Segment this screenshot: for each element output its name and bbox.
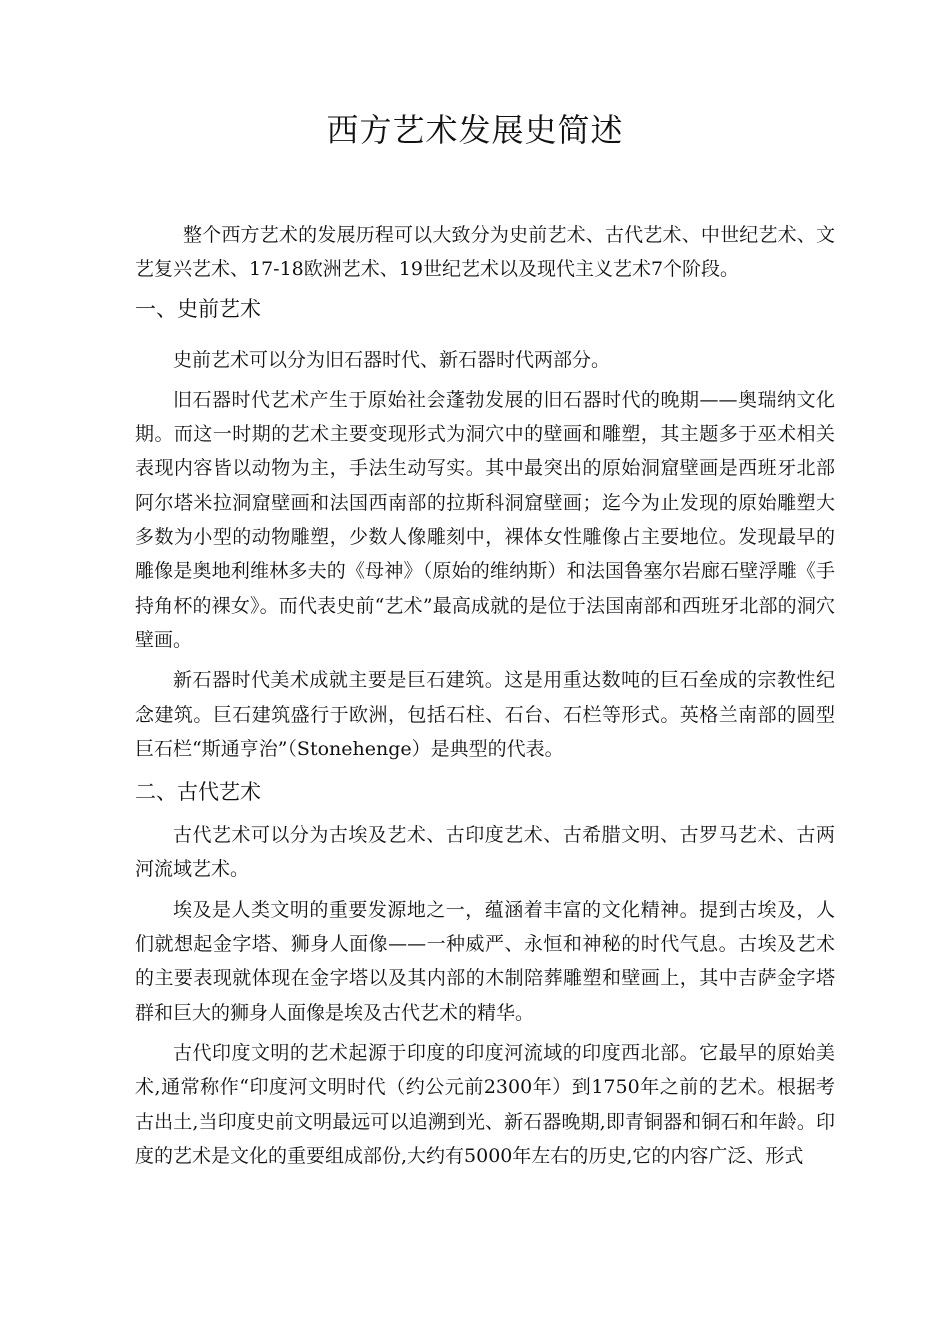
- intro-paragraph: 整个西方艺术的发展历程可以大致分为史前艺术、古代艺术、中世纪艺术、文艺复兴艺术、17-18欧洲艺术、19世纪艺术以及现代主义艺术7个阶段。: [135, 224, 835, 281]
- document-title: 西方艺术发展史简述: [326, 111, 624, 149]
- paragraph: 史前艺术可以分为旧石器时代、新石器时代两部分。: [173, 348, 611, 371]
- section-heading-ancient: 二、古代艺术: [135, 780, 261, 805]
- paragraph: 旧石器时代艺术产生于原始社会蓬勃发展的旧石器时代的晚期——奥瑞纳文化期。而这一时期的艺术主要变现形式为洞穴中的壁画和雕塑，其主题多于巫术相关表现内容皆以动物为主，手法生动写实。其中最突出的原始洞窟壁画是西班牙北部阿尔塔米拉洞窟壁画和法国西南部的拉斯科洞窟壁画；迄今为止发现的原始雕塑大多数为小型的动物雕塑，少数人像雕刻中，裸体女性雕像占主要地位。发现最早的雕像是奥地利维林多夫的《母神》（原始的维纳斯）和法国鲁塞尔岩廊石壁浮雕《手持角杯的裸女》。而代表史前“艺术”最高成就的是位于法国南部和西班牙北部的洞穴壁画。: [135, 388, 835, 651]
- section-heading-prehistoric: 一、史前艺术: [135, 296, 261, 321]
- paragraph: 古代印度文明的艺术起源于印度的印度河流域的印度西北部。它最早的原始美术,通常称作“印度河文明时代（约公元前2300年）到1750年之前的艺术。根据考古出土,当印度史前文明最远可以追溯到光、新石器晚期,即青铜器和铜石和年龄。印度的艺术是文化的重要组成部份,大约有5000年左右的历史,它的内容广泛、形式: [135, 1041, 835, 1167]
- paragraph: 古代艺术可以分为古埃及艺术、古印度艺术、古希腊文明、古罗马艺术、古两河流域艺术。: [135, 824, 835, 881]
- paragraph: 新石器时代美术成就主要是巨石建筑。这是用重达数吨的巨石垒成的宗教性纪念建筑。巨石建筑盛行于欧洲，包括石柱、石台、石栏等形式。英格兰南部的圆型巨石栏“斯通亨治”（Stonehenge）是典型的代表。: [135, 669, 835, 760]
- paragraph: 埃及是人类文明的重要发源地之一，蕴涵着丰富的文化精神。提到古埃及，人们就想起金字塔、狮身人面像——一种威严、永恒和神秘的时代气息。古埃及艺术的主要表现就体现在金字塔以及其内部的木制陪葬雕塑和壁画上，其中吉萨金字塔群和巨大的狮身人面像是埃及古代艺术的精华。: [135, 898, 835, 1024]
- document-body: [135, 218, 835, 1179]
